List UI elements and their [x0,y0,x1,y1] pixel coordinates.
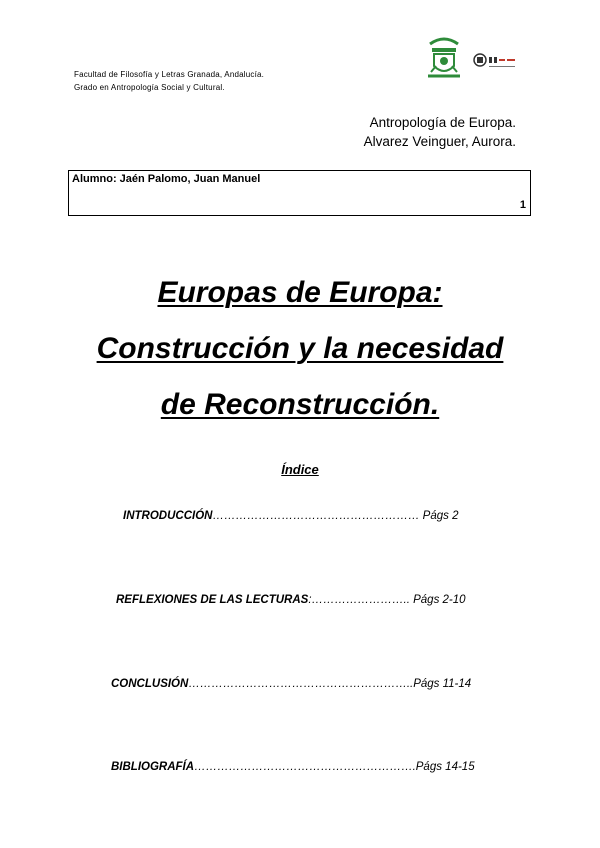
toc-label: INTRODUCCIÓN [123,510,213,522]
title-line-3: de Reconstrucción. [160,388,440,421]
toc-pages: Págs 11-14 [413,678,472,690]
toc-label: BIBLIOGRAFÍA [111,761,195,773]
toc-entry-bibliografia [111,761,475,773]
ugr-logo-icon [472,50,520,72]
page-number: 1 [519,199,526,211]
toc-pages: Págs 14-15 [415,761,475,773]
title-line-1: Europas de Europa: [157,276,443,309]
toc-label: REFLEXIONES DE LAS LECTURAS [116,594,309,606]
toc-label: CONCLUSIÓN [111,678,189,690]
index-heading: Índice [281,462,319,477]
toc-pages: Págs 2-10 [413,594,466,606]
faculty-info [74,68,264,94]
course-info [364,114,516,151]
faculty-line-2: Grado en Antropología Social y Cultural. [74,83,225,92]
toc-pages: Págs 2 [422,510,459,522]
toc-leader: ………………………………………………….. [188,678,414,690]
toc-entry-introduccion [123,510,458,522]
student-name: Alumno: Jaén Palomo, Juan Manuel [72,173,261,185]
faculty-line-1: Facultad de Filosofía y Letras Granada, Andalucía. [74,70,265,79]
toc-leader: …………………………………………………. [194,761,416,773]
student-box [68,170,531,216]
toc-leader: ……………………………………………… [212,510,423,522]
toc-entry-conclusion [111,678,471,690]
toc-leader: :…………………….. [308,594,414,606]
course-teacher: Alvarez Veinguer, Aurora. [363,133,516,149]
title-line-2: Construcción y la necesidad [96,332,504,365]
course-subject: Antropología de Europa. [369,115,516,130]
university-crest-icon [424,36,464,80]
toc-entry-reflexiones [116,594,466,606]
